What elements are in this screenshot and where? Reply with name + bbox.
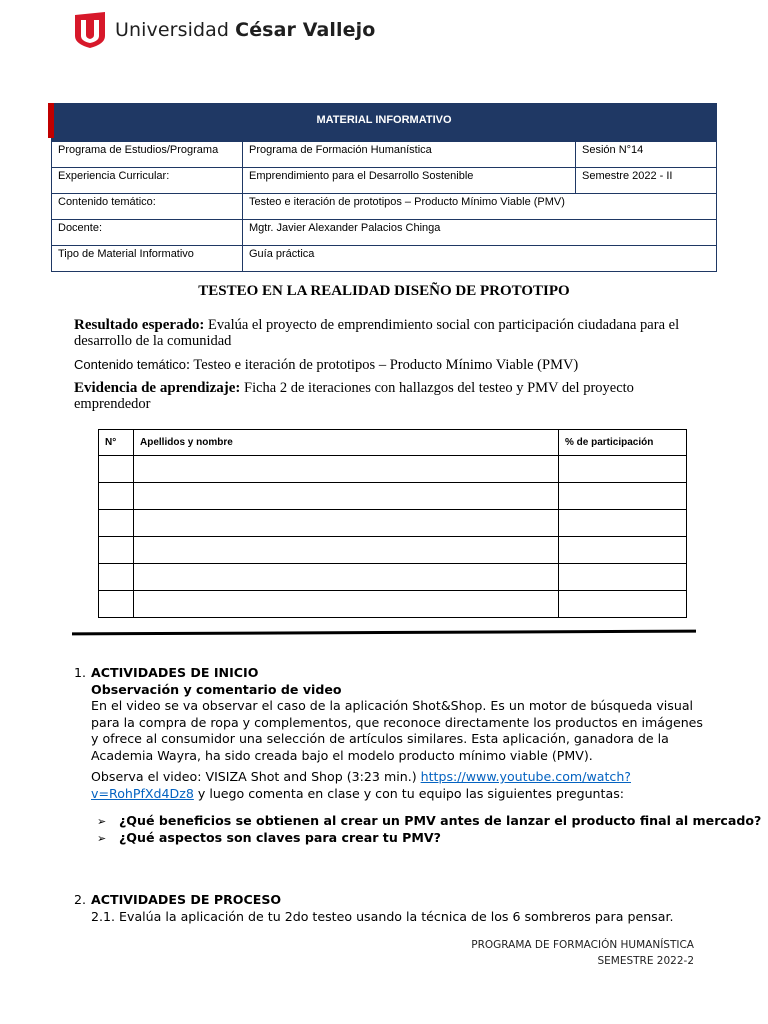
- table-row: [99, 537, 687, 564]
- section2-item: 2.1. Evalúa la aplicación de tu 2do testeo usando la técnica de los 6 sombreros para pensar.: [91, 908, 674, 924]
- material-info-title: MATERIAL INFORMATIVO: [52, 104, 717, 142]
- cell-name[interactable]: [134, 537, 559, 564]
- thematic-content-label: Contenido temático: [74, 357, 187, 372]
- video-instructions: [91, 769, 714, 802]
- cell-number[interactable]: [99, 456, 134, 483]
- column-header-participation: % de participación: [559, 430, 687, 456]
- cell-number[interactable]: [99, 483, 134, 510]
- cell-participation[interactable]: [559, 510, 687, 537]
- semester-value: Semestre 2022 - II: [576, 168, 717, 194]
- question-item: [97, 830, 441, 845]
- expected-result-label: Resultado esperado:: [74, 317, 205, 333]
- section1-title: ACTIVIDADES DE INICIO: [91, 665, 259, 680]
- thematic-content: [74, 357, 714, 373]
- section1-paragraph: En el video se va observar el caso de la aplicación Shot&Shop. Es un motor de búsqueda visual para la compra de ropa y complementos, que reconoce directamente los productos en imágenes y ofrece al consumidor una selección de artículos similares. Esta aplicación, ganadora de la Academia Wayra, ha sido creada bajo el modelo producto mínimo viable (PMV).: [91, 698, 703, 763]
- header-accent-bar: [48, 103, 54, 138]
- learning-evidence-text: Ficha 2 de iteraciones con hallazgos del testeo y PMV del proyecto emprendedor: [74, 380, 634, 412]
- content-value: Testeo e iteración de prototipos – Producto Mínimo Viable (PMV): [243, 194, 717, 220]
- section-process-activities: [74, 892, 714, 925]
- cell-number[interactable]: [99, 510, 134, 537]
- cell-name[interactable]: [134, 510, 559, 537]
- university-logo: [75, 10, 375, 50]
- cell-name[interactable]: [134, 564, 559, 591]
- cell-number[interactable]: [99, 537, 134, 564]
- cell-name[interactable]: [134, 591, 559, 618]
- section1-number: 1.: [74, 665, 87, 680]
- cell-number[interactable]: [99, 591, 134, 618]
- expected-result: [74, 317, 714, 349]
- table-row: [99, 456, 687, 483]
- page-footer: [471, 937, 694, 969]
- cell-number[interactable]: [99, 564, 134, 591]
- question-item: [97, 813, 761, 828]
- footer-semester: SEMESTRE 2022-2: [597, 955, 694, 967]
- program-value: Programa de Formación Humanística: [243, 142, 576, 168]
- cell-participation[interactable]: [559, 564, 687, 591]
- material-info-table: [51, 103, 717, 272]
- cell-participation[interactable]: [559, 483, 687, 510]
- curricular-label: Experiencia Curricular:: [52, 168, 243, 194]
- cell-name[interactable]: [134, 483, 559, 510]
- participants-table: [98, 429, 687, 618]
- question-text: ¿Qué aspectos son claves para crear tu PMV?: [119, 830, 441, 845]
- section-divider: [72, 630, 696, 636]
- table-row: [99, 591, 687, 618]
- table-row: [99, 564, 687, 591]
- session-value: Sesión N°14: [576, 142, 717, 168]
- column-header-number: N°: [99, 430, 134, 456]
- arrow-bullet-icon: ➢: [97, 815, 107, 828]
- material-type-label: Tipo de Material Informativo: [52, 246, 243, 272]
- section-start-activities: [74, 665, 714, 802]
- question-text: ¿Qué beneficios se obtienen al crear un PMV antes de lanzar el producto final al mercado?: [119, 813, 762, 828]
- thematic-content-text: : Testeo e iteración de prototipos – Producto Mínimo Viable (PMV): [186, 357, 579, 373]
- column-header-name: Apellidos y nombre: [134, 430, 559, 456]
- teacher-value: Mgtr. Javier Alexander Palacios Chinga: [243, 220, 717, 246]
- video-link[interactable]: https://www.youtube.com/watch?v=RohPfXd4Dz8: [91, 769, 631, 801]
- learning-evidence: [74, 380, 714, 412]
- university-name: Universidad César Vallejo: [115, 19, 376, 41]
- ucv-shield-icon: [75, 12, 105, 48]
- cell-participation[interactable]: [559, 456, 687, 483]
- video-prefix: Observa el video: VISIZA Shot and Shop (3:23 min.): [91, 769, 421, 784]
- curricular-value: Emprendimiento para el Desarrollo Sostenible: [243, 168, 576, 194]
- table-row: [99, 483, 687, 510]
- cell-participation[interactable]: [559, 537, 687, 564]
- content-label: Contenido temático:: [52, 194, 243, 220]
- material-type-value: Guía práctica: [243, 246, 717, 272]
- section1-subtitle: Observación y comentario de video: [91, 681, 342, 697]
- section2-title: ACTIVIDADES DE PROCESO: [91, 892, 282, 907]
- arrow-bullet-icon: ➢: [97, 832, 107, 845]
- cell-participation[interactable]: [559, 591, 687, 618]
- table-row: [99, 510, 687, 537]
- teacher-label: Docente:: [52, 220, 243, 246]
- video-suffix: y luego comenta en clase y con tu equipo las siguientes preguntas:: [193, 785, 624, 801]
- document-title: TESTEO EN LA REALIDAD DISEÑO DE PROTOTIPO: [198, 283, 570, 299]
- section2-number: 2.: [74, 892, 87, 907]
- expected-result-text: Evalúa el proyecto de emprendimiento social con participación ciudadana para el desarrollo de la comunidad: [74, 317, 680, 349]
- learning-evidence-label: Evidencia de aprendizaje:: [74, 380, 241, 396]
- program-label: Programa de Estudios/Programa: [52, 142, 243, 168]
- footer-program: PROGRAMA DE FORMACIÓN HUMANÍSTICA: [471, 939, 694, 951]
- cell-name[interactable]: [134, 456, 559, 483]
